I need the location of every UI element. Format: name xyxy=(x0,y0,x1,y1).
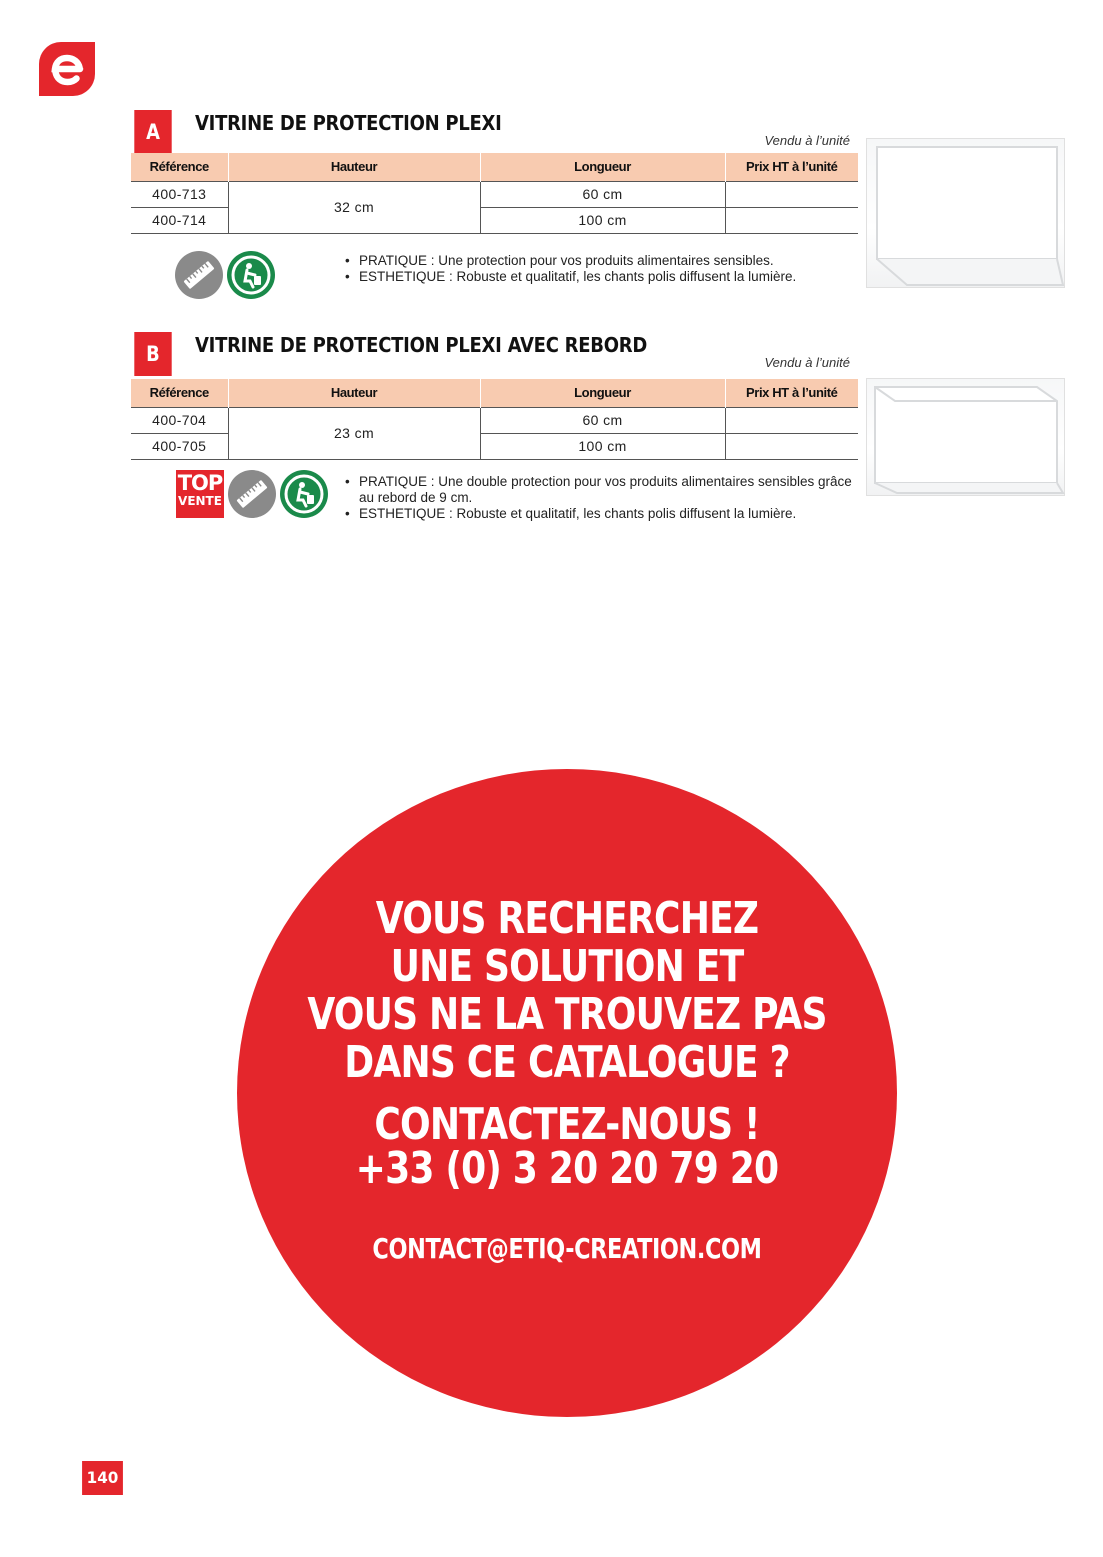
cell-reference: 400-705 xyxy=(131,433,228,459)
sold-by-note: Vendu à l’unité xyxy=(764,355,850,370)
cell-reference: 400-704 xyxy=(131,407,228,433)
question-line: VOUS NE LA TROUVEZ PAS xyxy=(307,989,827,1040)
section-letter: B xyxy=(134,332,171,376)
column-header-prix: Prix HT à l’unité xyxy=(725,379,858,407)
cell-longueur: 100 cm xyxy=(480,433,725,459)
feature-list xyxy=(345,474,865,522)
ruler-icon xyxy=(228,470,276,518)
cell-reference: 400-714 xyxy=(131,207,228,233)
list-item: • ESTHETIQUE : Robuste et qualitatif, les chants polis diffusent la lumière. xyxy=(345,506,865,522)
column-header-reference: Référence xyxy=(131,379,228,407)
cell-prix xyxy=(725,181,858,207)
recycle-icon xyxy=(227,251,275,299)
section-a xyxy=(131,110,861,310)
contact-circle xyxy=(237,769,897,1417)
column-header-hauteur: Hauteur xyxy=(228,153,480,181)
page-number: 140 xyxy=(82,1461,123,1495)
table-header-row xyxy=(131,379,858,407)
section-title: VITRINE DE PROTECTION PLEXI xyxy=(195,111,502,135)
product-table xyxy=(131,153,858,234)
cell-longueur: 100 cm xyxy=(480,207,725,233)
brand-logo xyxy=(39,42,95,96)
cell-longueur: 60 cm xyxy=(480,181,725,207)
column-header-longueur: Longueur xyxy=(480,379,725,407)
table-row xyxy=(131,181,858,207)
table-row xyxy=(131,407,858,433)
feature-list xyxy=(345,253,835,285)
cell-prix xyxy=(725,433,858,459)
column-header-reference: Référence xyxy=(131,153,228,181)
contact-email[interactable]: CONTACT@ETIQ-CREATION.COM xyxy=(372,1232,762,1265)
top-vente-line2: VENTE xyxy=(178,494,222,508)
recycle-icon xyxy=(280,470,328,518)
feature-icons xyxy=(175,251,275,299)
product-image-b xyxy=(866,378,1065,496)
sold-by-note: Vendu à l’unité xyxy=(764,133,850,148)
e-logo-icon xyxy=(39,42,95,96)
section-letter: A xyxy=(134,110,171,154)
contact-cta xyxy=(296,1099,837,1194)
list-item: • PRATIQUE : Une protection pour vos produits alimentaires sensibles. xyxy=(345,253,835,269)
question-line: DANS CE CATALOGUE ? xyxy=(344,1037,790,1088)
cta-line: CONTACTEZ-NOUS ! xyxy=(374,1099,760,1150)
cell-prix xyxy=(725,207,858,233)
cell-hauteur: 23 cm xyxy=(228,407,480,459)
ruler-icon xyxy=(175,251,223,299)
feature-icons xyxy=(176,470,328,518)
top-vente-line1: TOP xyxy=(177,471,223,495)
question-line: UNE SOLUTION ET xyxy=(390,941,744,992)
cell-reference: 400-713 xyxy=(131,181,228,207)
column-header-prix: Prix HT à l’unité xyxy=(725,153,858,181)
product-image-a xyxy=(866,138,1065,288)
question-line: VOUS RECHERCHEZ xyxy=(375,893,759,944)
list-item: • ESTHETIQUE : Robuste et qualitatif, les chants polis diffusent la lumière. xyxy=(345,269,835,285)
top-vente-badge xyxy=(176,470,224,518)
column-header-hauteur: Hauteur xyxy=(228,379,480,407)
contact-question xyxy=(296,895,837,1087)
table-header-row xyxy=(131,153,858,181)
cell-hauteur: 32 cm xyxy=(228,181,480,233)
phone-number[interactable]: +33 (0) 3 20 20 79 20 xyxy=(355,1143,779,1194)
product-table xyxy=(131,379,858,460)
section-b xyxy=(131,332,861,532)
list-item: • PRATIQUE : Une double protection pour vos produits alimentaires sensibles grâce au rebord de 9 cm. xyxy=(345,474,865,506)
cell-prix xyxy=(725,407,858,433)
column-header-longueur: Longueur xyxy=(480,153,725,181)
cell-longueur: 60 cm xyxy=(480,407,725,433)
section-title: VITRINE DE PROTECTION PLEXI AVEC REBORD xyxy=(195,333,648,357)
